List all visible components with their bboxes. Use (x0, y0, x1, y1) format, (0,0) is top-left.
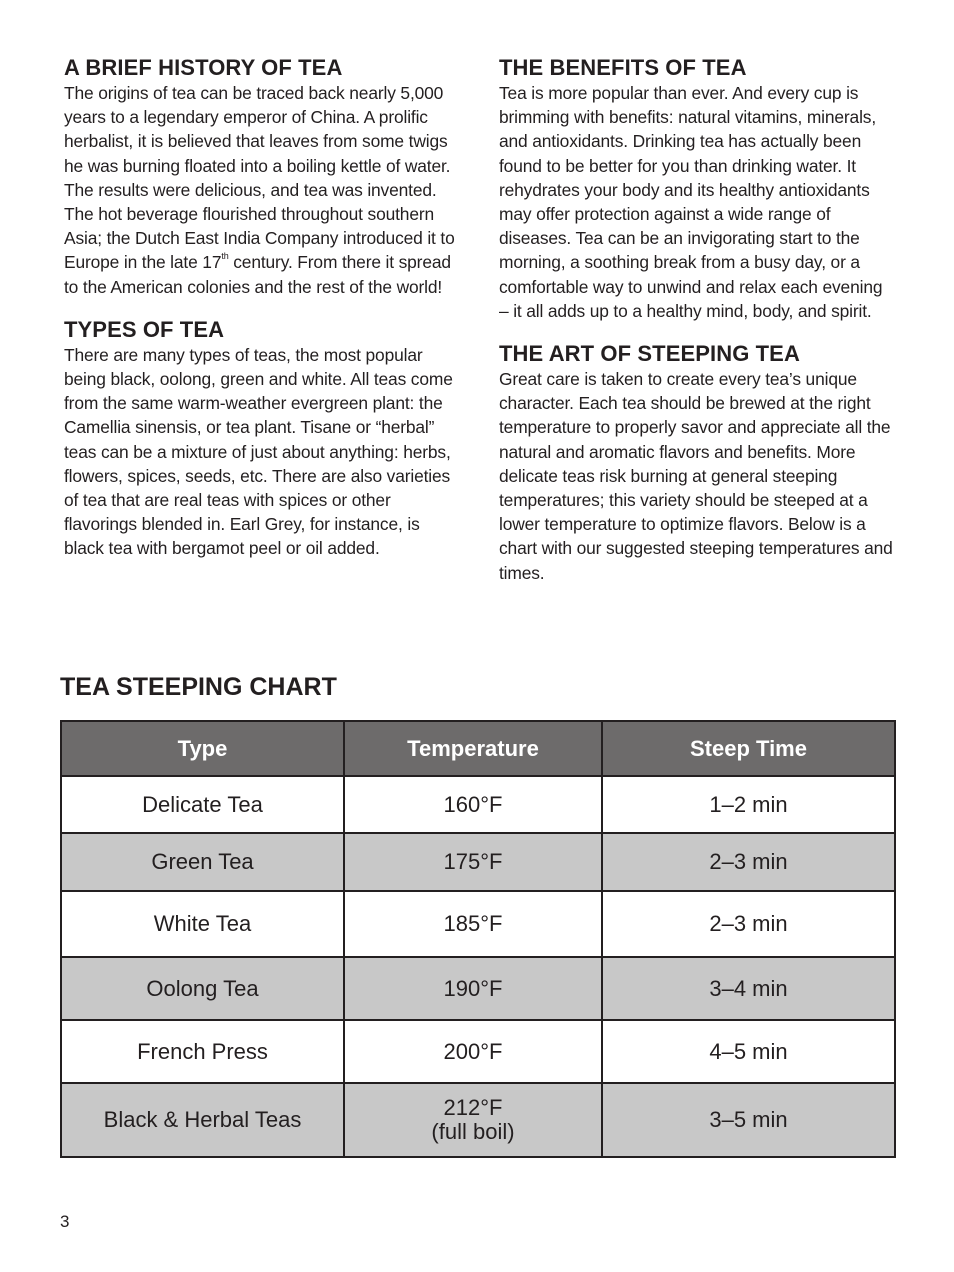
cell-type: White Tea (61, 891, 344, 957)
cell-temp (344, 1083, 602, 1157)
cell-time: 3–5 min (602, 1083, 895, 1157)
table-row (61, 1083, 895, 1157)
types-heading: TYPES OF TEA (64, 316, 225, 342)
header-type: Type (61, 721, 344, 776)
cell-temp: 185°F (344, 891, 602, 957)
history-text-end: century. From there it spread to the American colonies and the rest of the world! (64, 252, 451, 297)
cell-type: Green Tea (61, 833, 344, 891)
steeping-section (499, 341, 894, 585)
header-temperature: Temperature (344, 721, 602, 776)
types-section (64, 317, 459, 561)
cell-time: 1–2 min (602, 776, 895, 833)
table-row (61, 957, 895, 1020)
cell-temp-value: 212°F (443, 1095, 503, 1120)
table-row (61, 776, 895, 833)
history-text-main: The origins of tea can be traced back nearly 5,000 years to a legendary emperor of China. A prolific herbalist, it is believed that leaves from some twigs he was burning floated into a boiling kettle of water. The results were delicious, and tea was invented. The hot beverage flourished throughout southern Asia; the Dutch East India Company introduced it to Europe in the late 17 (64, 83, 455, 273)
steeping-heading: THE ART OF STEEPING TEA (499, 341, 800, 367)
table-row (61, 833, 895, 891)
table-row (61, 1020, 895, 1083)
cell-temp: 160°F (344, 776, 602, 833)
right-column (499, 55, 894, 585)
history-text (64, 81, 459, 299)
cell-type: French Press (61, 1020, 344, 1083)
cell-type: Black & Herbal Teas (61, 1083, 344, 1157)
left-column (64, 55, 459, 561)
cell-type: Delicate Tea (61, 776, 344, 833)
steeping-table (60, 720, 896, 1158)
benefits-section (499, 55, 894, 323)
benefits-text: Tea is more popular than ever. And every cup is brimming with benefits: natural vitamins, minerals, and antioxidants. Drinking tea has actually been found to be better for you than drinking water. It rehydrates your body and its healthy antioxidants may offer protection against a wide range of diseases. Tea can be an invigorating start to the morning, a soothing break from a busy day, or a comfortable way to unwind and relax each evening – it all adds up to a healthy mind, body, and spirit. (499, 83, 883, 321)
cell-time: 2–3 min (602, 833, 895, 891)
history-section (64, 55, 459, 299)
table-header-row (61, 721, 895, 776)
types-text: There are many types of teas, the most popular being black, oolong, green and white. All teas come from the same warm-weather evergreen plant: the Camellia sinensis, or tea plant. Tisane or “herbal” teas can be a mixture of just about anything: herbs, flowers, spices, seeds, etc. There are also varieties of tea that are real teas with spices or other flavorings blended in. Earl Grey, for instance, is black tea with bergamot peel or oil added. (64, 344, 453, 559)
table-row (61, 891, 895, 957)
cell-type: Oolong Tea (61, 957, 344, 1020)
cell-time: 4–5 min (602, 1020, 895, 1083)
cell-time: 2–3 min (602, 891, 895, 957)
cell-time: 3–4 min (602, 957, 895, 1020)
page-number: 3 (60, 1212, 70, 1231)
cell-temp: 175°F (344, 833, 602, 891)
history-heading: A BRIEF HISTORY OF TEA (64, 55, 343, 80)
chart-title: TEA STEEPING CHART (60, 673, 337, 701)
ordinal-suffix: th (221, 251, 229, 262)
steeping-text: Great care is taken to create every tea’s unique character. Each tea should be brewed at the right temperature to properly savor and appreciate all the natural and aromatic flavors and benefits. More delicate teas risk burning at general steeping temperatures; this variety should be steeped at a lower temperature to optimize flavors. Below is a chart with our suggested steeping temperatures and times. (499, 369, 893, 583)
cell-temp: 190°F (344, 957, 602, 1020)
cell-temp: 200°F (344, 1020, 602, 1083)
benefits-heading: THE BENEFITS OF TEA (499, 55, 747, 80)
header-steep-time: Steep Time (602, 721, 895, 776)
cell-temp-note: (full boil) (431, 1119, 515, 1144)
